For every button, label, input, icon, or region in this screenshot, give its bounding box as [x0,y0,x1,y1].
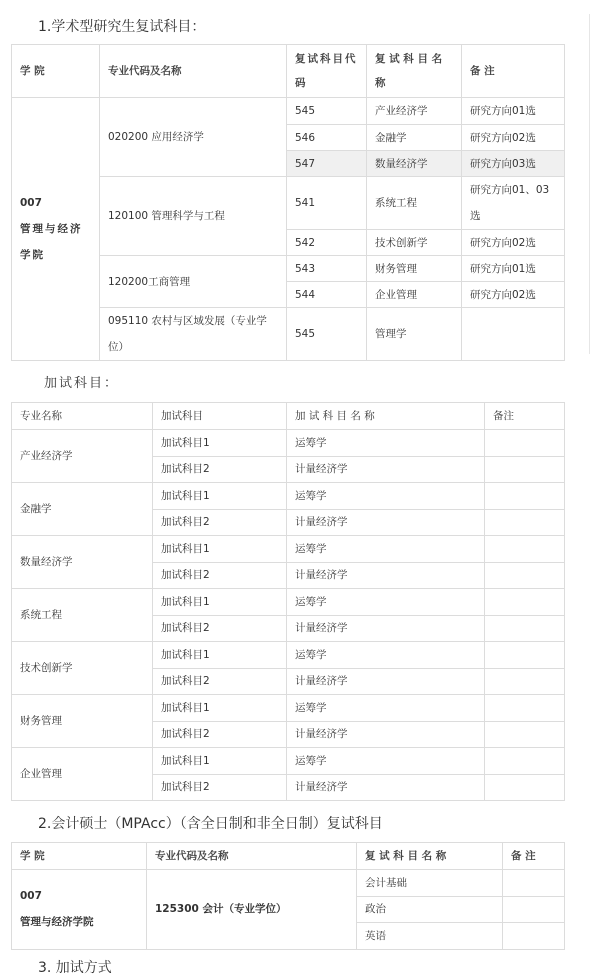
major-cell: 020200 应用经济学 [100,98,287,177]
remark-cell: 研究方向02选 [462,230,565,256]
major-cell: 120200工商管理 [100,256,287,308]
subject-cell: 金融学 [367,125,462,151]
subject-cell: 系统工程 [367,177,462,230]
remark-cell [485,536,565,563]
remark-cell: 研究方向01选 [462,98,565,125]
remark-cell [485,695,565,722]
major-cell: 产业经济学 [12,430,153,483]
header-school: 学 院 [12,45,100,98]
subject-cell: 数量经济学 [367,151,462,177]
remark-cell [485,430,565,457]
major-cell: 技术创新学 [12,642,153,695]
page-divider-line [589,14,590,354]
item-cell: 加试科目1 [153,695,287,722]
remark-cell: 研究方向03选 [462,151,565,177]
table-row [12,483,565,510]
remark-cell [462,308,565,361]
header-remark: 备注 [485,403,565,430]
item-cell: 加试科目1 [153,748,287,775]
table-row [12,430,565,457]
header-subject: 加 试 科 目 名 称 [287,403,485,430]
code-cell: 545 [287,308,367,361]
subject-cell: 运筹学 [287,748,485,775]
table-row [12,589,565,616]
major-cell: 095110 农村与区域发展（专业学位） [100,308,287,361]
section1-title: 1.学术型研究生复试科目： [38,19,206,35]
remark-cell [503,870,565,897]
school-cell [12,870,147,950]
remark-cell [485,589,565,616]
remark-cell [485,456,565,483]
remark-cell: 研究方向02选 [462,282,565,308]
table-row [12,748,565,775]
header-subject: 复 试 科 目 名 称 [367,45,462,98]
code-cell: 546 [287,125,367,151]
remark-cell [485,483,565,510]
subject-cell: 财务管理 [367,256,462,282]
remark-cell [485,562,565,589]
code-cell: 545 [287,98,367,125]
code-cell: 543 [287,256,367,282]
subject-cell: 计量经济学 [287,615,485,642]
table-row [12,536,565,563]
item-cell: 加试科目2 [153,562,287,589]
header-major: 专业名称 [12,403,153,430]
item-cell: 加试科目2 [153,456,287,483]
item-cell: 加试科目1 [153,430,287,457]
header-item: 加试科目 [153,403,287,430]
table-row [12,695,565,722]
subject-cell: 计量经济学 [287,721,485,748]
item-cell: 加试科目2 [153,615,287,642]
subject-cell: 会计基础 [357,870,503,897]
school-code: 007 [20,890,42,903]
extra-title: 加试科目： [44,376,120,391]
header-subject: 复 试 科 目 名 称 [357,843,503,870]
code-cell: 541 [287,177,367,230]
item-cell: 加试科目1 [153,536,287,563]
subject-cell: 英语 [357,923,503,950]
major-cell: 企业管理 [12,748,153,801]
remark-cell [485,748,565,775]
item-cell: 加试科目2 [153,509,287,536]
header-remark: 备 注 [462,45,565,98]
section2-title: 2.会计硕士（MPAcc）（含全日制和非全日制）复试科目 [38,816,383,832]
header-major: 专业代码及名称 [147,843,357,870]
subject-cell: 运筹学 [287,430,485,457]
header-school: 学 院 [12,843,147,870]
major-cell: 金融学 [12,483,153,536]
section1-table [11,44,565,361]
subject-cell: 计量经济学 [287,774,485,801]
subject-cell: 技术创新学 [367,230,462,256]
section3-title: 3. 加试方式 [38,960,112,976]
section2-header-row [12,843,565,870]
subject-cell: 企业管理 [367,282,462,308]
remark-cell: 研究方向01、03选 [462,177,565,230]
subject-cell: 运筹学 [287,642,485,669]
section2-table [11,842,565,950]
major-cell: 系统工程 [12,589,153,642]
remark-cell [485,721,565,748]
major-cell: 120100 管理科学与工程 [100,177,287,256]
item-cell: 加试科目1 [153,483,287,510]
subject-cell: 产业经济学 [367,98,462,125]
table-row [12,98,565,125]
header-remark: 备 注 [503,843,565,870]
table-row [12,642,565,669]
subject-cell: 运筹学 [287,483,485,510]
remark-cell [503,923,565,950]
school-name: 管理与经济学院 [20,223,83,261]
item-cell: 加试科目1 [153,642,287,669]
extra-table [11,402,565,801]
remark-cell [485,668,565,695]
remark-cell [485,615,565,642]
code-cell: 547 [287,151,367,177]
subject-cell: 计量经济学 [287,562,485,589]
subject-cell: 运筹学 [287,536,485,563]
major-cell: 125300 会计（专业学位） [147,870,357,950]
subject-cell: 计量经济学 [287,509,485,536]
subject-cell: 计量经济学 [287,668,485,695]
code-cell: 542 [287,230,367,256]
item-cell: 加试科目2 [153,668,287,695]
section1-header-row [12,45,565,98]
item-cell: 加试科目2 [153,721,287,748]
remark-cell [503,896,565,923]
item-cell: 加试科目1 [153,589,287,616]
subject-cell: 计量经济学 [287,456,485,483]
major-cell: 数量经济学 [12,536,153,589]
remark-cell [485,509,565,536]
code-cell: 544 [287,282,367,308]
school-cell [12,98,100,361]
header-major: 专业代码及名称 [100,45,287,98]
remark-cell [485,642,565,669]
major-cell: 财务管理 [12,695,153,748]
item-cell: 加试科目2 [153,774,287,801]
remark-cell [485,774,565,801]
subject-cell: 政治 [357,896,503,923]
subject-cell: 运筹学 [287,589,485,616]
extra-header-row [12,403,565,430]
remark-cell: 研究方向02选 [462,125,565,151]
school-code: 007 [20,197,42,209]
subject-cell: 运筹学 [287,695,485,722]
header-code: 复试科目代码 [287,45,367,98]
remark-cell: 研究方向01选 [462,256,565,282]
table-row [12,870,565,897]
school-name: 管理与经济学院 [20,916,94,929]
subject-cell: 管理学 [367,308,462,361]
